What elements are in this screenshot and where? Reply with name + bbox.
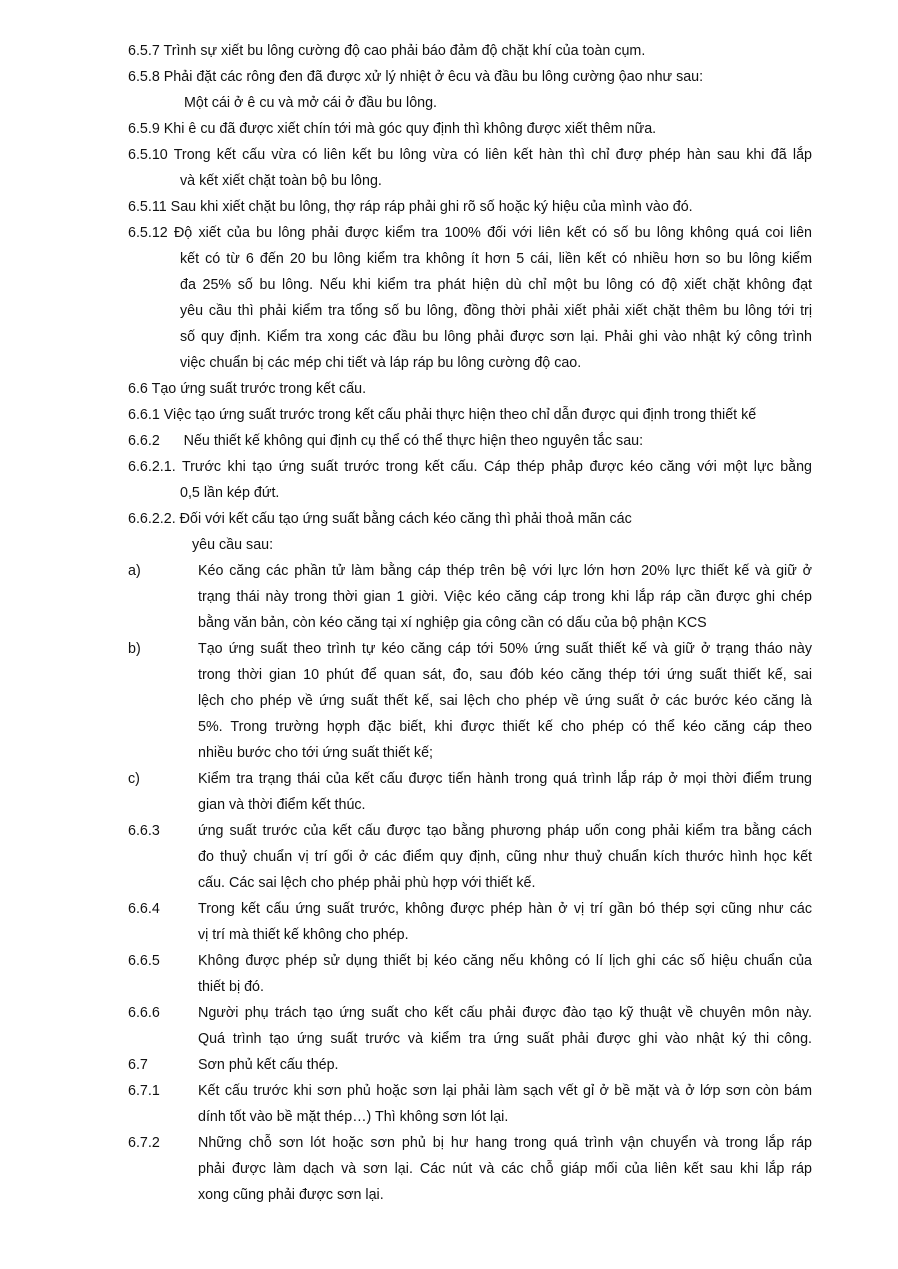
paragraph-6-5-12-line6: việc chuẩn bị các mép chi tiết và láp ráp bu lông cường độ cao. <box>180 355 582 371</box>
paragraph-6-6-2-2: 6.6.2.2. Đối với kết cấu tạo ứng suất bằng cách kéo căng thì phải thoả mãn các <box>128 511 632 527</box>
section-6-6-5-label: 6.6.5 <box>128 953 160 969</box>
section-6-7-2-line: phải được làm dạch và sơn lại. Các nút và các chỗ giáp mối của liên kết sau khi lắp ráp <box>198 1161 812 1177</box>
section-6-6-6-line: Người phụ trách tạo ứng suất cho kết cấu phải được đào tạo kỹ thuật về chuyên môn này. <box>198 1005 812 1021</box>
paragraph-6-5-12-line4: yêu cầu thì phải kiểm tra tổng số bu lông, đồng thời phải xiết phải xiết chặt thêm bu lông tới trị <box>180 303 812 319</box>
item-b-line: nhiều bước cho tới ứng suất thiết kế; <box>198 745 433 761</box>
item-a-line: trạng thái này trong thời gian 1 giời. Việc kéo căng cáp trong khi lắp ráp cần được ghi chép <box>198 589 812 605</box>
item-a-line: bằng văn bản, còn kéo căng tại xí nghiệp gia công cần có dấu của bộ phận KCS <box>198 615 707 631</box>
paragraph-6-5-12: 6.5.12 Độ xiết của bu lông phải được kiểm tra 100% đối với liên kết có số bu lông không quá coi liên <box>128 225 812 241</box>
section-6-7-2-line: Những chỗ sơn lót hoặc sơn phủ bị hư hang trong quá trình vận chuyển và trong lắp ráp <box>198 1135 812 1151</box>
paragraph-6-5-7: 6.5.7 Trình sự xiết bu lông cường độ cao phải báo đảm độ chặt khí của toàn cụm. <box>128 43 646 59</box>
item-b-line: 5%. Trong trường hợph đặc biết, khi được thiết kế cho phép có thể kéo căng cáp theo <box>198 719 812 735</box>
paragraph-6-5-12-line5: số quy định. Kiểm tra xong các đầu bu lông phải được sơn lại. Phải ghi vào nhật ký công trình <box>180 329 812 345</box>
section-6-7-2-label: 6.7.2 <box>128 1135 160 1151</box>
paragraph-6-5-10: 6.5.10 Trong kết cấu vừa có liên kết bu lông vừa có liên kết hàn thì chỉ đượ phép hàn sau khi đã lắp <box>128 147 812 163</box>
section-6-7-title: Sơn phủ kết cấu thép. <box>198 1057 339 1073</box>
section-6-7-1-line: Kết cấu trước khi sơn phủ hoặc sơn lại phải làm sạch vết gỉ ở bề mặt và ở lớp sơn còn bám <box>198 1083 812 1099</box>
paragraph-6-5-9: 6.5.9 Khi ê cu đã được xiết chín tới mà góc quy định thì không được xiết thêm nữa. <box>128 121 657 137</box>
paragraph-6-5-12-line2: kết có từ 6 đến 20 bu lông kiểm tra không ít hơn 5 cái, liền kết có nhiều hơn so bu lông kiểm <box>180 251 812 267</box>
section-6-6-5-line: Không được phép sử dụng thiết bị kéo căng nếu không có lí lịch ghi các số hiệu chuẩn của <box>198 953 812 969</box>
heading-6-6: 6.6 Tạo ứng suất trước trong kết cấu. <box>128 381 367 397</box>
section-6-7-2-line: xong cũng phải được sơn lại. <box>198 1187 384 1203</box>
item-c-line: gian và thời điểm kết thúc. <box>198 797 366 813</box>
paragraph-6-5-8-cont: Một cái ở ê cu và mở cái ở đầu bu lông. <box>184 95 438 111</box>
item-b-line: lệch cho phép về ứng suất thết kế, sai lệch cho phép về ứng suất ở các bước kéo căng là <box>198 693 812 709</box>
section-6-6-3-label: 6.6.3 <box>128 823 160 839</box>
section-6-6-5-line: thiết bị đó. <box>198 979 264 995</box>
paragraph-6-5-8: 6.5.8 Phải đặt các rông đen đã được xử lý nhiệt ở êcu và đầu bu lông cường ộao như sau: <box>128 69 704 85</box>
section-6-6-3-line: ứng suất trước của kết cấu được tạo bằng phương pháp uốn cong phải kiểm tra bằng cách <box>198 823 812 839</box>
paragraph-6-6-2: 6.6.2 Nếu thiết kế không qui định cụ thể có thể thực hiện theo nguyên tắc sau: <box>128 433 644 449</box>
section-6-7-1-line: dính tốt vào bề mặt thép…) Thì không sơn lót lại. <box>198 1109 509 1125</box>
section-6-7-1-label: 6.7.1 <box>128 1083 160 1099</box>
section-6-6-6-line: Quá trình tạo ứng suất trước và kiểm tra ứng suất phải được ghi vào nhật ký thi công. <box>198 1031 812 1047</box>
section-6-6-4-line: vị trí mà thiết kế không cho phép. <box>198 927 409 943</box>
section-6-6-3-line: đo thuỷ chuẩn vị trí gối ở các điểm quy định, cũng như thuỷ chuẩn kích thước hình học kết <box>198 849 812 865</box>
section-6-7-label: 6.7 <box>128 1057 148 1073</box>
paragraph-6-6-2-1-cont: 0,5 lần kép đứt. <box>180 485 280 501</box>
item-b-label: b) <box>128 641 141 657</box>
paragraph-6-6-2-1: 6.6.2.1. Trước khi tạo ứng suất trước trong kết cấu. Cáp thép phảp được kéo căng với một lực bằng <box>128 459 812 475</box>
item-a-label: a) <box>128 563 141 579</box>
section-6-6-4-line: Trong kết cấu ứng suất trước, không được phép hàn ở vị trí gần bó thép sợi cũng như các <box>198 901 812 917</box>
paragraph-6-5-10-cont: và kết xiết chặt toàn bộ bu lông. <box>180 173 382 189</box>
item-b-line: trong thời gian 10 phút để quan sát, đo, sau đób kéo căng thép tới ứng suất thiết kế, sai <box>198 667 812 683</box>
section-6-6-6-label: 6.6.6 <box>128 1005 160 1021</box>
section-6-6-3-line: cấu. Các sai lệch cho phép phải phù hợp với thiết kế. <box>198 875 536 891</box>
item-c-line: Kiểm tra trạng thái của kết cấu được tiến hành trong quá trình lắp ráp ở mọi thời điểm trung <box>198 771 812 787</box>
paragraph-6-6-2-2-cont: yêu cầu sau: <box>192 537 274 553</box>
item-b-line: Tạo ứng suất theo trình tự kéo căng cáp tới 50% ứng suất thiết kế và giữ ở trạng tháo này <box>198 641 812 657</box>
item-c-label: c) <box>128 771 140 787</box>
section-6-6-4-label: 6.6.4 <box>128 901 160 917</box>
item-a-line: Kéo căng các phần tử làm bằng cáp thép trên bệ với lực lớn hơn 20% lực thiết kế và giữ ở <box>198 563 812 579</box>
paragraph-6-5-11: 6.5.11 Sau khi xiết chặt bu lông, thợ ráp ráp phải ghi rõ số hoặc ký hiệu của mình vào đó. <box>128 199 693 215</box>
paragraph-6-5-12-line3: đa 25% số bu lông. Nếu khi kiểm tra phát hiện dù chỉ một bu lông có độ xiết chặt không đạt <box>180 277 812 293</box>
paragraph-6-6-1: 6.6.1 Việc tạo ứng suất trước trong kết cấu phải thực hiện theo chỉ dẫn được qui định trong thiết kế <box>128 407 757 423</box>
